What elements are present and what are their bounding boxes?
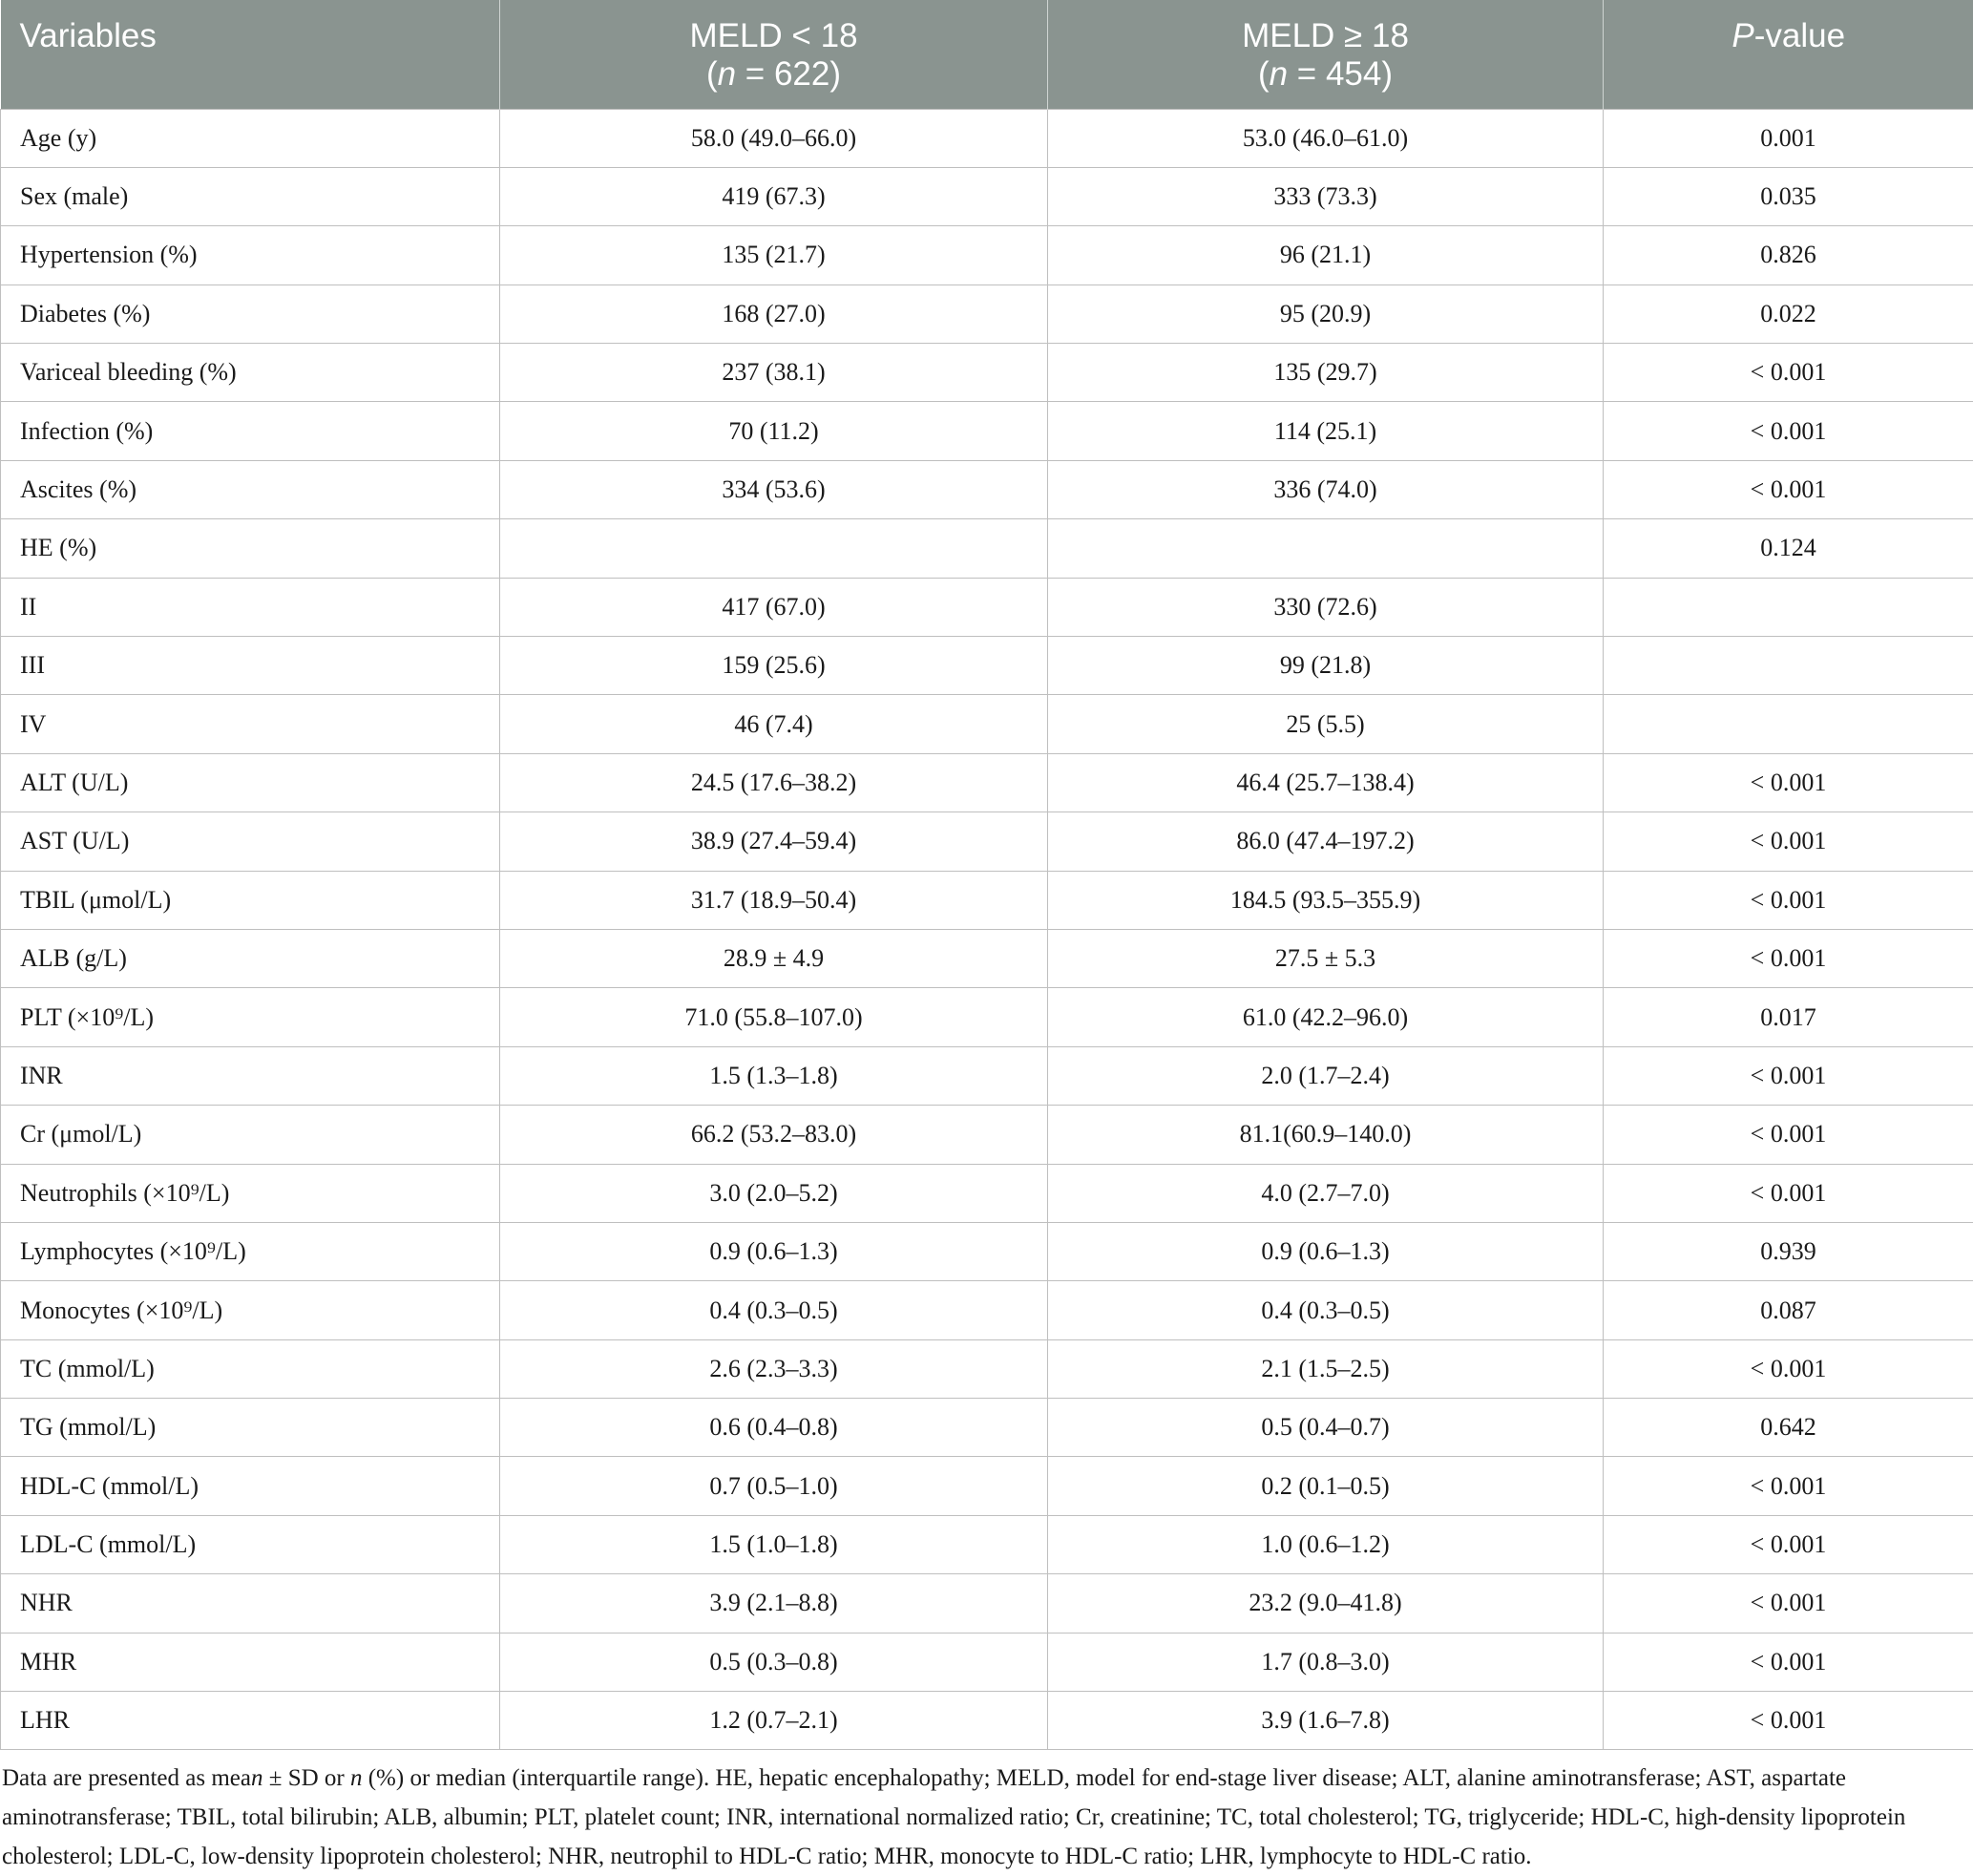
- cell-meld-high: 135 (29.7): [1048, 344, 1604, 402]
- cell-meld-high: 96 (21.1): [1048, 226, 1604, 285]
- footnote-italic-n1: n: [251, 1765, 263, 1791]
- cell-variable: Ascites (%): [1, 460, 500, 518]
- header-meld-high-n-value: = 454): [1288, 55, 1393, 93]
- cell-variable: TC (mmol/L): [1, 1339, 500, 1398]
- cell-meld-low: 46 (7.4): [500, 695, 1048, 753]
- cell-p-value: < 0.001: [1604, 344, 1973, 402]
- cell-meld-low: [500, 519, 1048, 578]
- cell-variable: Sex (male): [1, 167, 500, 225]
- table-row: [1, 402, 1973, 460]
- cell-variable: Hypertension (%): [1, 226, 500, 285]
- cell-meld-low: 71.0 (55.8–107.0): [500, 988, 1048, 1046]
- cell-variable: NHR: [1, 1574, 500, 1633]
- table-row: [1, 1457, 1973, 1515]
- table-row: [1, 1222, 1973, 1280]
- cell-variable: ALT (U/L): [1, 753, 500, 812]
- header-meld-high-n: (n = 454): [1067, 55, 1584, 94]
- table-row: [1, 1046, 1973, 1105]
- header-meld-high: [1048, 0, 1604, 109]
- cell-p-value: < 0.001: [1604, 402, 1973, 460]
- cell-p-value: 0.022: [1604, 285, 1973, 343]
- cell-variable: Variceal bleeding (%): [1, 344, 500, 402]
- cell-p-value: < 0.001: [1604, 1692, 1973, 1750]
- cell-meld-low: 1.5 (1.0–1.8): [500, 1515, 1048, 1573]
- cell-meld-high: 2.1 (1.5–2.5): [1048, 1339, 1604, 1398]
- cell-meld-low: 0.4 (0.3–0.5): [500, 1281, 1048, 1339]
- header-meld-low-n: (n = 622): [519, 55, 1028, 94]
- cell-meld-high: 86.0 (47.4–197.2): [1048, 812, 1604, 871]
- header-meld-high-label: MELD ≥ 18: [1067, 17, 1584, 55]
- table-row: [1, 519, 1973, 578]
- cell-meld-high: [1048, 519, 1604, 578]
- cell-variable: Infection (%): [1, 402, 500, 460]
- cell-meld-low: 0.7 (0.5–1.0): [500, 1457, 1048, 1515]
- table-row: [1, 1515, 1973, 1573]
- cell-meld-low: 24.5 (17.6–38.2): [500, 753, 1048, 812]
- table-row: [1, 285, 1973, 343]
- table-row: [1, 1106, 1973, 1164]
- header-meld-low-label: MELD < 18: [519, 17, 1028, 55]
- cell-meld-low: 38.9 (27.4–59.4): [500, 812, 1048, 871]
- cell-meld-low: 159 (25.6): [500, 637, 1048, 695]
- cell-meld-high: 61.0 (42.2–96.0): [1048, 988, 1604, 1046]
- table-row: [1, 695, 1973, 753]
- cell-variable: Age (y): [1, 109, 500, 167]
- header-row: [1, 0, 1973, 109]
- cell-meld-high: 336 (74.0): [1048, 460, 1604, 518]
- footnote-part3: (%) or median (interquartile range). HE, hepatic encephalopathy; MELD, model for end-stage liver disease; ALT, alanine aminotransferase; AST, aspartate aminotransferase; TBIL, total bilirubin; ALB, albumin; PLT, platelet count; INR, international normalized ratio; Cr, creatinine; TC, total cholesterol; TG, triglyceride; HDL-C, high-density lipoprotein cholesterol; LDL-C, low-density lipoprotein cholesterol; NHR, neutrophil to HDL-C ratio; MHR, monocyte to HDL-C ratio; LHR, lymphocyte to HDL-C ratio.: [2, 1765, 1905, 1869]
- cell-meld-high: 1.7 (0.8–3.0): [1048, 1633, 1604, 1691]
- cell-p-value: < 0.001: [1604, 871, 1973, 929]
- table-row: [1, 812, 1973, 871]
- cell-meld-high: 81.1(60.9–140.0): [1048, 1106, 1604, 1164]
- cell-variable: Neutrophils (×10⁹/L): [1, 1164, 500, 1222]
- cell-p-value: < 0.001: [1604, 460, 1973, 518]
- cell-p-value: < 0.001: [1604, 1515, 1973, 1573]
- cell-variable: III: [1, 637, 500, 695]
- cell-meld-high: 330 (72.6): [1048, 578, 1604, 636]
- table-row: [1, 460, 1973, 518]
- table-row: [1, 578, 1973, 636]
- table-header: [1, 0, 1973, 109]
- cell-meld-low: 417 (67.0): [500, 578, 1048, 636]
- table-row: [1, 226, 1973, 285]
- table-row: [1, 1339, 1973, 1398]
- cell-variable: Cr (μmol/L): [1, 1106, 500, 1164]
- footnote-italic-n2: n: [350, 1765, 363, 1791]
- table-row: [1, 988, 1973, 1046]
- cell-meld-low: 28.9 ± 4.9: [500, 929, 1048, 987]
- header-meld-low-n-symbol: n: [718, 55, 736, 93]
- cell-variable: IV: [1, 695, 500, 753]
- cell-meld-high: 25 (5.5): [1048, 695, 1604, 753]
- header-meld-low-n-value: = 622): [736, 55, 841, 93]
- cell-p-value: 0.826: [1604, 226, 1973, 285]
- cell-meld-high: 0.9 (0.6–1.3): [1048, 1222, 1604, 1280]
- cell-meld-high: 0.2 (0.1–0.5): [1048, 1457, 1604, 1515]
- cell-variable: Lymphocytes (×10⁹/L): [1, 1222, 500, 1280]
- cell-p-value: 0.642: [1604, 1399, 1973, 1457]
- cell-p-value: 0.939: [1604, 1222, 1973, 1280]
- cell-variable: HE (%): [1, 519, 500, 578]
- cell-p-value: < 0.001: [1604, 753, 1973, 812]
- cell-variable: ALB (g/L): [1, 929, 500, 987]
- cell-variable: Diabetes (%): [1, 285, 500, 343]
- table-row: [1, 871, 1973, 929]
- cell-meld-high: 3.9 (1.6–7.8): [1048, 1692, 1604, 1750]
- cell-meld-high: 53.0 (46.0–61.0): [1048, 109, 1604, 167]
- cell-variable: II: [1, 578, 500, 636]
- cell-meld-low: 419 (67.3): [500, 167, 1048, 225]
- cell-meld-low: 3.0 (2.0–5.2): [500, 1164, 1048, 1222]
- cell-meld-high: 184.5 (93.5–355.9): [1048, 871, 1604, 929]
- table-body: [1, 109, 1973, 1750]
- cell-meld-low: 66.2 (53.2–83.0): [500, 1106, 1048, 1164]
- cell-meld-low: 168 (27.0): [500, 285, 1048, 343]
- cell-meld-low: 1.2 (0.7–2.1): [500, 1692, 1048, 1750]
- cell-meld-low: 58.0 (49.0–66.0): [500, 109, 1048, 167]
- cell-p-value: < 0.001: [1604, 812, 1973, 871]
- table-row: [1, 344, 1973, 402]
- cell-p-value: [1604, 578, 1973, 636]
- cell-meld-high: 2.0 (1.7–2.4): [1048, 1046, 1604, 1105]
- cell-meld-low: 0.5 (0.3–0.8): [500, 1633, 1048, 1691]
- cell-meld-low: 1.5 (1.3–1.8): [500, 1046, 1048, 1105]
- cell-variable: TG (mmol/L): [1, 1399, 500, 1457]
- footnote-part2: ± SD or: [262, 1765, 350, 1791]
- cell-p-value: 0.124: [1604, 519, 1973, 578]
- table-row: [1, 109, 1973, 167]
- cell-meld-high: 99 (21.8): [1048, 637, 1604, 695]
- header-meld-high-n-symbol: n: [1270, 55, 1288, 93]
- cell-variable: AST (U/L): [1, 812, 500, 871]
- cell-meld-high: 27.5 ± 5.3: [1048, 929, 1604, 987]
- header-p-rest: -value: [1754, 17, 1845, 54]
- table-row: [1, 1164, 1973, 1222]
- table-row: [1, 1399, 1973, 1457]
- cell-meld-high: 4.0 (2.7–7.0): [1048, 1164, 1604, 1222]
- cell-p-value: < 0.001: [1604, 1046, 1973, 1105]
- table-row: [1, 1633, 1973, 1691]
- table-row: [1, 167, 1973, 225]
- cell-p-value: [1604, 637, 1973, 695]
- cell-meld-high: 95 (20.9): [1048, 285, 1604, 343]
- cell-variable: INR: [1, 1046, 500, 1105]
- cell-meld-low: 0.6 (0.4–0.8): [500, 1399, 1048, 1457]
- table-row: [1, 1692, 1973, 1750]
- cell-meld-low: 135 (21.7): [500, 226, 1048, 285]
- cell-meld-low: 237 (38.1): [500, 344, 1048, 402]
- table-row: [1, 929, 1973, 987]
- cell-variable: Monocytes (×10⁹/L): [1, 1281, 500, 1339]
- table-row: [1, 753, 1973, 812]
- header-meld-low: [500, 0, 1048, 109]
- header-variables: Variables: [1, 0, 500, 109]
- cell-p-value: < 0.001: [1604, 1633, 1973, 1691]
- cell-p-value: 0.035: [1604, 167, 1973, 225]
- cell-p-value: < 0.001: [1604, 929, 1973, 987]
- table-footnote: [2, 1759, 1959, 1876]
- cell-variable: MHR: [1, 1633, 500, 1691]
- cell-p-value: 0.087: [1604, 1281, 1973, 1339]
- cell-meld-high: 333 (73.3): [1048, 167, 1604, 225]
- table-row: [1, 637, 1973, 695]
- cell-meld-high: 23.2 (9.0–41.8): [1048, 1574, 1604, 1633]
- header-p-value: [1604, 0, 1973, 109]
- table-row: [1, 1281, 1973, 1339]
- footnote-part1: Data are presented as mea: [2, 1765, 251, 1791]
- cell-variable: HDL-C (mmol/L): [1, 1457, 500, 1515]
- cell-meld-low: 2.6 (2.3–3.3): [500, 1339, 1048, 1398]
- cell-meld-high: 46.4 (25.7–138.4): [1048, 753, 1604, 812]
- header-p-symbol: P: [1732, 17, 1753, 54]
- cell-variable: PLT (×10⁹/L): [1, 988, 500, 1046]
- cell-p-value: < 0.001: [1604, 1106, 1973, 1164]
- cell-variable: TBIL (μmol/L): [1, 871, 500, 929]
- cell-p-value: [1604, 695, 1973, 753]
- cell-p-value: < 0.001: [1604, 1574, 1973, 1633]
- cell-p-value: < 0.001: [1604, 1457, 1973, 1515]
- cell-meld-low: 334 (53.6): [500, 460, 1048, 518]
- cell-variable: LDL-C (mmol/L): [1, 1515, 500, 1573]
- cell-meld-high: 0.5 (0.4–0.7): [1048, 1399, 1604, 1457]
- cell-p-value: 0.001: [1604, 109, 1973, 167]
- cell-p-value: 0.017: [1604, 988, 1973, 1046]
- cell-meld-high: 1.0 (0.6–1.2): [1048, 1515, 1604, 1573]
- cell-meld-high: 0.4 (0.3–0.5): [1048, 1281, 1604, 1339]
- cell-meld-low: 31.7 (18.9–50.4): [500, 871, 1048, 929]
- cell-meld-low: 70 (11.2): [500, 402, 1048, 460]
- cell-variable: LHR: [1, 1692, 500, 1750]
- cell-meld-low: 3.9 (2.1–8.8): [500, 1574, 1048, 1633]
- cell-meld-high: 114 (25.1): [1048, 402, 1604, 460]
- table-row: [1, 1574, 1973, 1633]
- cell-p-value: < 0.001: [1604, 1164, 1973, 1222]
- cell-meld-low: 0.9 (0.6–1.3): [500, 1222, 1048, 1280]
- cell-p-value: < 0.001: [1604, 1339, 1973, 1398]
